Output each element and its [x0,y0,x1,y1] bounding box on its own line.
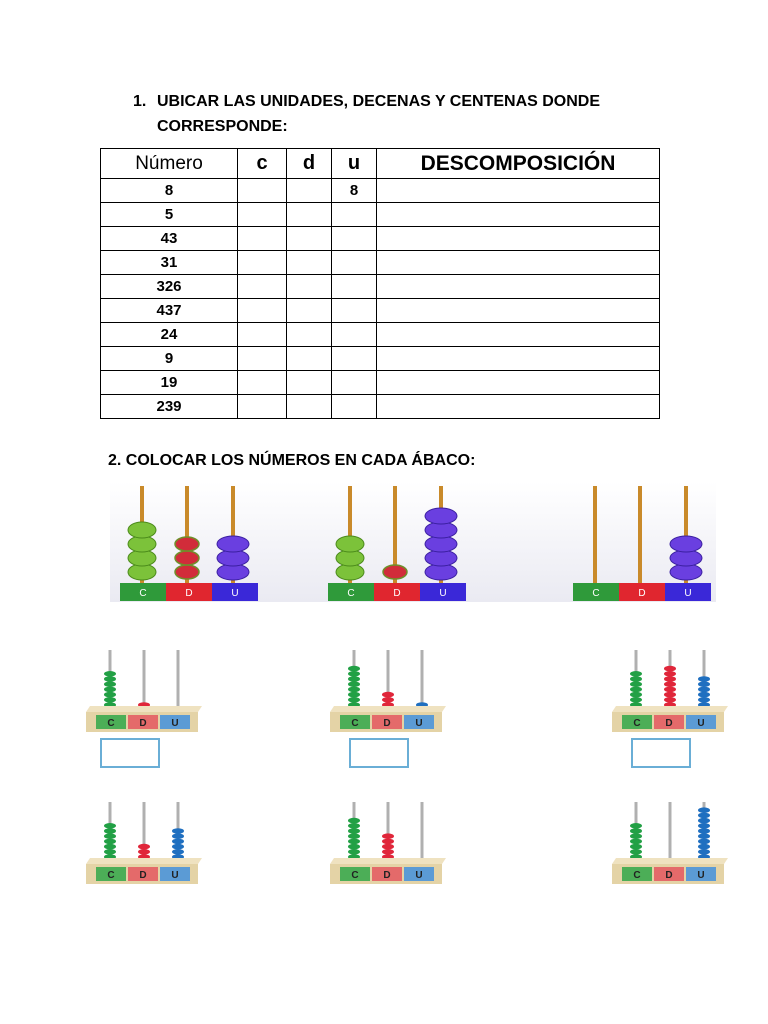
cell-d[interactable] [287,347,332,371]
abacus-bead [104,697,116,703]
section-2-title: 2. COLOCAR LOS NÚMEROS EN CADA ÁBACO: [108,452,476,469]
abacus-bead [104,823,116,829]
base-label-u: U [439,588,447,599]
abacus-bead [104,849,116,855]
cell-u[interactable] [332,227,377,251]
cell-numero: 8 [101,179,238,203]
abacus-bead [664,687,676,693]
abacus-label-c: C [107,870,115,881]
section-1-text: UBICAR LAS UNIDADES, DECENAS Y CENTENAS DONDE CORRESPONDE: [157,93,601,135]
cell-d[interactable] [287,299,332,323]
abacus-bead [348,692,360,698]
abacus-label-u: U [171,870,179,881]
abacus-bead [348,833,360,839]
abacus-bead [172,828,184,834]
abacus-rod [421,650,424,710]
cell-c[interactable] [238,275,287,299]
cell-c[interactable] [238,251,287,275]
abacus-pole [593,486,597,584]
cell-d[interactable] [287,323,332,347]
abacus-label-c: C [351,718,359,729]
cell-d[interactable] [287,227,332,251]
abacus-label-d: D [665,870,673,881]
abacus-bead [172,844,184,850]
header-numero: Número [101,149,238,179]
abacus-bead [664,676,676,682]
abacus-base-top [330,858,446,864]
abacus-bead [138,844,150,850]
abacus-bead [698,833,710,839]
abacus-bead [630,692,642,698]
abacus-bead [172,849,184,855]
cell-u[interactable] [332,203,377,227]
answer-box-1[interactable] [100,738,160,768]
cell-c[interactable] [238,395,287,419]
table-row [101,275,660,299]
abacus-label-d: D [383,870,391,881]
table-row [101,371,660,395]
abacus-label-u: U [171,718,179,729]
cell-c[interactable] [238,299,287,323]
cell-c[interactable] [238,371,287,395]
abacus-bead [104,676,116,682]
section-1-number: 1. [133,93,147,110]
answer-box-3[interactable] [631,738,691,768]
abacus-bead [630,671,642,677]
table-row [101,203,660,227]
abacus-bead [698,828,710,834]
cell-u[interactable] [332,251,377,275]
base-label-d: D [638,588,646,599]
cell-descomposicion[interactable] [377,203,660,227]
abacus-bead [698,807,710,813]
abacus-label-u: U [415,718,423,729]
abacus-bead [348,697,360,703]
abacus-label-u: U [697,870,705,881]
cell-descomposicion[interactable] [377,251,660,275]
cell-u[interactable] [332,347,377,371]
header-descomposicion: DESCOMPOSICIÓN [377,149,660,179]
abacus-rod [143,650,146,710]
abacus-bead [104,828,116,834]
abacus-bead [664,671,676,677]
abacus-bead [664,692,676,698]
abacus-bead [348,666,360,672]
abacus-bead [630,839,642,845]
abacus-label-d: D [665,718,673,729]
cell-descomposicion[interactable] [377,299,660,323]
abacus-bead [382,833,394,839]
cell-d[interactable] [287,179,332,203]
abacus-bead [382,839,394,845]
answer-box-2[interactable] [349,738,409,768]
cell-u[interactable] [332,299,377,323]
cell-descomposicion[interactable] [377,347,660,371]
abacus-bead [630,676,642,682]
abacus-label-c: C [633,870,641,881]
abacus-bead [382,692,394,698]
cell-c[interactable] [238,203,287,227]
cell-descomposicion[interactable] [377,275,660,299]
abacus-bead [630,833,642,839]
table-row [101,251,660,275]
abacus-bead [630,687,642,693]
abacus-bead [348,828,360,834]
abacus-bead [382,697,394,703]
abacus-bead [104,687,116,693]
place-value-table [100,148,660,419]
abacus-bead [698,839,710,845]
abacus-bead [698,692,710,698]
abacus-bead [104,839,116,845]
base-label-d: D [185,588,193,599]
abacus-bead [104,692,116,698]
bead-abacus-1 [84,648,206,738]
cell-numero: 24 [101,323,238,347]
abacus-bead [104,833,116,839]
abacus-bead [348,844,360,850]
abacus-label-u: U [415,870,423,881]
abacus-bead [348,849,360,855]
cell-numero: 19 [101,371,238,395]
abacus-bead [138,849,150,855]
abacus-bead [698,844,710,850]
abacus-bead [630,844,642,850]
abacus-bead [698,676,710,682]
fruit-abacus-3 [573,484,713,604]
abacus-bead [698,697,710,703]
bead-abacus-4 [84,800,206,890]
table-header-row [101,149,660,179]
table-row [101,299,660,323]
abacus-bead [698,813,710,819]
header-c: c [238,149,287,179]
table-row [101,347,660,371]
abacus-bead [348,823,360,829]
abacus-base-top [86,706,202,712]
bead-abacus-3 [610,648,732,738]
abacus-base-top [330,706,446,712]
cell-descomposicion[interactable] [377,371,660,395]
cell-u[interactable] [332,323,377,347]
cell-numero: 326 [101,275,238,299]
abacus-label-d: D [139,870,147,881]
abacus-rod [669,802,672,862]
grape-bead [217,536,249,552]
header-u: u [332,149,377,179]
abacus-label-c: C [351,870,359,881]
melon-bead [128,522,156,538]
cell-c[interactable] [238,347,287,371]
abacus-bead [664,697,676,703]
abacus-bead [698,818,710,824]
base-label-u: U [684,588,692,599]
abacus-label-c: C [107,718,115,729]
abacus-bead [172,839,184,845]
abacus-bead [104,681,116,687]
abacus-bead [664,666,676,672]
fruit-abacus-1 [120,484,260,604]
cell-numero: 31 [101,251,238,275]
cell-u[interactable] [332,275,377,299]
cell-numero: 43 [101,227,238,251]
section-1-title [133,89,653,139]
abacus-bead [630,681,642,687]
abacus-bead [698,849,710,855]
abacus-bead [630,849,642,855]
abacus-rod [421,802,424,862]
abacus-bead [630,828,642,834]
abacus-bead [348,676,360,682]
fruit-abacus-2 [328,484,468,604]
abacus-bead [382,849,394,855]
cell-d[interactable] [287,251,332,275]
base-label-u: U [231,588,239,599]
cell-u[interactable] [332,395,377,419]
abacus-base-top [612,706,728,712]
cell-numero: 9 [101,347,238,371]
cell-numero: 239 [101,395,238,419]
cell-c[interactable] [238,179,287,203]
cell-u[interactable] [332,371,377,395]
cell-u[interactable]: 8 [332,179,377,203]
base-label-d: D [393,588,401,599]
grape-bead [670,536,702,552]
strawberry-bead [175,565,199,579]
abacus-bead [664,681,676,687]
abacus-label-d: D [383,718,391,729]
strawberry-bead [175,537,199,551]
strawberry-bead [383,565,407,579]
melon-bead [336,536,364,552]
bead-abacus-6 [610,800,732,890]
grape-bead [425,508,457,524]
abacus-bead [698,681,710,687]
cell-d[interactable] [287,275,332,299]
base-label-c: C [592,588,600,599]
cell-descomposicion[interactable] [377,395,660,419]
abacus-base-top [86,858,202,864]
abacus-bead [382,844,394,850]
cell-d[interactable] [287,371,332,395]
abacus-bead [630,823,642,829]
abacus-bead [630,697,642,703]
table-row [101,179,660,203]
table-row [101,395,660,419]
abacus-bead [348,839,360,845]
abacus-label-c: C [633,718,641,729]
abacus-bead [698,687,710,693]
abacus-pole [638,486,642,584]
bead-abacus-5 [328,800,450,890]
abacus-bead [348,818,360,824]
cell-c[interactable] [238,323,287,347]
base-label-c: C [347,588,355,599]
bead-abacus-2 [328,648,450,738]
abacus-bead [348,671,360,677]
cell-numero: 5 [101,203,238,227]
table-row [101,227,660,251]
abacus-bead [348,687,360,693]
cell-d[interactable] [287,395,332,419]
strawberry-bead [175,551,199,565]
cell-numero: 437 [101,299,238,323]
header-d: d [287,149,332,179]
cell-descomposicion[interactable] [377,227,660,251]
cell-d[interactable] [287,203,332,227]
abacus-bead [698,823,710,829]
abacus-label-d: D [139,718,147,729]
cell-descomposicion[interactable] [377,179,660,203]
cell-descomposicion[interactable] [377,323,660,347]
abacus-bead [172,833,184,839]
table-row [101,323,660,347]
abacus-bead [348,681,360,687]
base-label-c: C [139,588,147,599]
abacus-base-top [612,858,728,864]
cell-c[interactable] [238,227,287,251]
abacus-label-u: U [697,718,705,729]
abacus-bead [104,844,116,850]
abacus-bead [104,671,116,677]
abacus-rod [177,650,180,710]
